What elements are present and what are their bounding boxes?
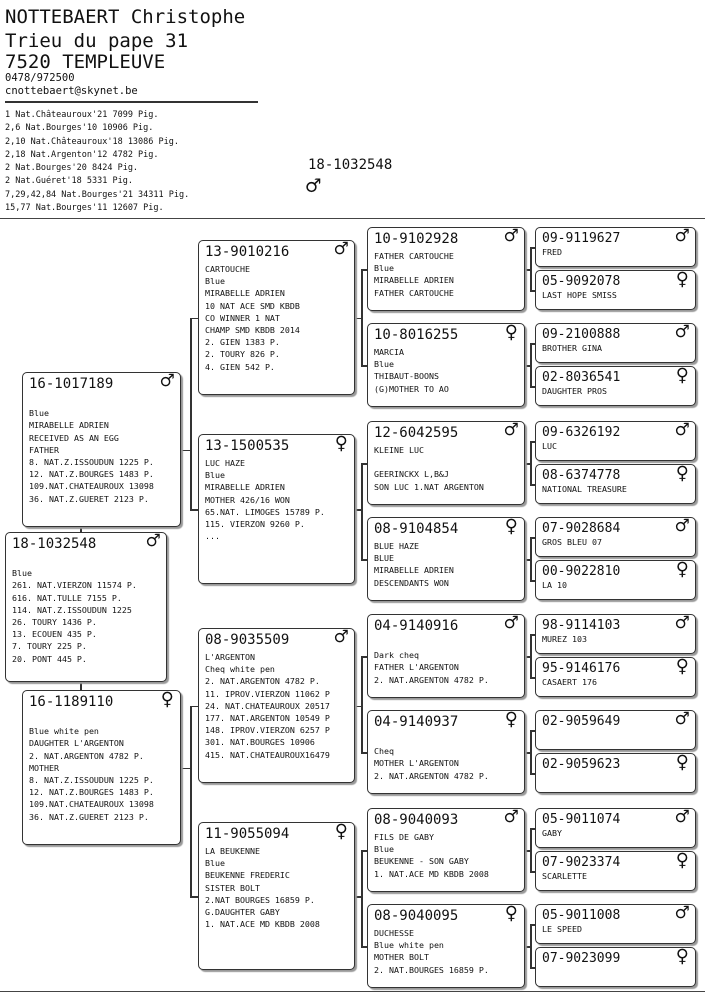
info-line: LUC [542,441,557,451]
pigeon-info [12,555,164,665]
pigeon-info [542,676,693,688]
connector-line [361,850,363,946]
pigeon-card-ssdd [535,366,696,406]
info-line [374,733,522,745]
pigeon-card-dd [198,822,355,970]
pigeon-card-sddd [535,560,696,600]
result-line: 7,29,42,84 Nat.Bourges'21 34311 Pig. [5,189,190,200]
male-icon: ♂ [334,240,348,262]
info-line: MOTHER 426/16 WON [205,494,290,505]
info-line: 1. NAT.ACE MD KBDB 2008 [374,868,489,879]
ring-number: 09-9119627 [542,231,621,246]
info-line: FATHER [29,444,59,455]
male-icon: ♂ [675,517,689,539]
info-line: DESCENDANTS WON [374,577,449,588]
info-line: MIRABELLE ADRIEN [205,482,285,493]
pigeon-card-sdds [535,517,696,557]
info-line: MOTHER BOLT [374,952,429,963]
info-line: 10 NAT ACE SMD KBDB [205,300,300,311]
ring-number: 18-1032548 [12,536,97,552]
ring-number: 05-9011008 [542,908,621,923]
info-line: 4. GIEN 542 P. [205,361,275,372]
info-line: MIRABELLE ADRIEN [374,275,454,286]
ring-number: 09-6326192 [542,425,621,440]
info-line: DUCHESSE [374,928,414,938]
info-line: MOTHER L'ARGENTON [374,758,459,769]
info-line: GEERINCKX L,B&J [374,469,449,480]
info-line: LA 10 [542,580,567,590]
male-icon: ♂ [504,808,518,830]
info-line: BLUE [374,553,394,564]
info-line: Blue [205,858,225,869]
ring-number: 95-9146176 [542,661,621,676]
info-line: BEUKENNE FREDERIC [205,870,290,881]
male-icon: ♂ [675,323,689,345]
pigeon-card-ssds [535,323,696,363]
info-line: 65.NAT. LIMOGES 15789 P. [205,506,325,517]
info-line: MARCIA [374,347,404,357]
ring-number: 08-9035509 [205,632,290,648]
pigeon-info [374,346,522,395]
info-line: 301. NAT.BOURGES 10906 [205,737,315,748]
pigeon-card-ddd [367,904,525,988]
female-icon: ♀ [675,657,689,679]
pigeon-info [542,966,693,978]
result-line: 15,77 Nat.Bourges'11 12607 Pig. [5,203,164,214]
pigeon-info [542,342,693,354]
ring-number: 02-9059623 [542,757,621,772]
info-line: Blue [205,470,225,481]
info-line: MIRABELLE ADRIEN [205,288,285,299]
results-list [5,109,189,215]
male-icon: ♂ [504,421,518,443]
info-line: FILS DE GABY [374,832,434,842]
ring-number: 16-1017189 [29,376,114,392]
ring-number: 10-9102928 [374,231,459,247]
pigeon-info [374,250,522,299]
info-line: 2. NAT.ARGENTON 4782 P. [374,674,489,685]
info-line: G.DAUGHTER GABY [205,907,280,918]
info-line: FATHER L'ARGENTON [374,662,459,673]
pigeon-info [542,870,693,882]
info-line: FATHER CARTOUCHE [374,287,454,298]
connector-line [361,656,363,752]
info-line: SCARLETTE [542,871,587,881]
ring-number: 10-8016255 [374,327,459,343]
info-line: DAUGHTER PROS [542,386,607,396]
connector-line [530,247,532,290]
owner-street: Trieu du pape 31 [5,30,189,52]
info-line: 20. PONT 445 P. [12,653,87,664]
info-line: BEUKENNE - SON GABY [374,856,469,867]
info-line: CASAERT 176 [542,677,597,687]
pigeon-card-ssd [367,323,525,407]
pigeon-card-ssss [535,227,696,267]
female-icon: ♀ [334,434,348,456]
male-icon: ♂ [306,172,321,200]
info-line: THIBAUT-BOONS [374,371,439,382]
ring-number: 08-9040095 [374,908,459,924]
pigeon-info [29,395,178,505]
connector-line [80,682,82,690]
info-line [374,637,522,649]
pigeon-card-dsss [535,614,696,654]
info-line: 177. NAT.ARGENTON 10549 P [205,713,330,724]
ring-number: 13-1500535 [205,438,290,454]
connector-line [530,343,532,386]
info-line: LA BEUKENNE [205,846,260,856]
info-line: Blue white pen [29,726,99,737]
connector-line [181,768,190,770]
ring-number: 09-2100888 [542,327,621,342]
info-line: LAST HOPE SMISS [542,290,617,300]
pigeon-card-ss [198,240,355,395]
connector-line [530,828,532,871]
ring-number: 07-9028684 [542,521,621,536]
pigeon-info [374,637,522,686]
info-line: 26. TOURY 1436 P. [12,617,97,627]
info-line: SON LUC 1.NAT ARGENTON [374,481,484,492]
ring-number: 07-9023374 [542,855,621,870]
info-line: 2. TOURY 826 P. [205,349,280,360]
pigeon-card-sds [367,421,525,505]
pigeon-info [205,845,352,930]
info-line: MOTHER [29,762,59,773]
male-icon: ♂ [675,227,689,249]
info-line: BROTHER GINA [542,343,602,353]
info-line [542,966,693,978]
pigeon-card-sdd [367,517,525,601]
pigeon-info [542,827,693,839]
male-icon: ♂ [504,614,518,636]
info-line: Cheq [374,746,394,757]
pigeon-info [542,536,693,548]
pigeon-card-self [5,532,167,682]
pigeon-info [542,385,693,397]
info-line [29,395,178,407]
connector-line [530,634,532,677]
info-line: 2. GIEN 1383 P. [205,337,280,348]
pigeon-card-dddd [535,947,696,987]
info-line: 8. NAT.Z.ISSOUDUN 1225 P. [29,457,154,467]
info-line: SISTER BOLT [205,882,260,893]
female-icon: ♀ [675,366,689,388]
footer-divider [0,991,705,992]
pigeon-card-ds [198,628,355,783]
pigeon-card-sssd [535,270,696,310]
info-line: 2. NAT.ARGENTON 4782 P. [205,676,320,687]
info-line: 12. NAT.Z.BOURGES 1483 P. [29,787,154,798]
pigeon-info [205,651,352,761]
info-line: Blue [29,408,49,419]
female-icon: ♀ [675,464,689,486]
subject-ring-number: 18-1032548 [308,157,393,173]
ring-number: 07-9023099 [542,951,621,966]
connector-line [530,441,532,484]
pigeon-info [374,444,522,493]
pigeon-info [205,263,352,373]
info-line: Blue [205,276,225,287]
info-line: LUC HAZE [205,458,245,468]
info-line: 2.NAT BOURGES 16859 P. [205,894,315,905]
pigeon-card-dds [367,808,525,892]
pigeon-card-sdss [535,421,696,461]
info-line: 114. NAT.Z.ISSOUDUN 1225 [12,604,132,615]
female-icon: ♀ [504,517,518,539]
result-line: 2,10 Nat.Châteauroux'18 13086 Pig. [5,136,179,147]
owner-phone: 0478/972500 [5,72,75,84]
info-line: 109.NAT.CHATEAUROUX 13098 [29,481,154,492]
info-line: KLEINE LUC [374,445,424,455]
pigeon-info [542,729,693,741]
info-line: CO WINNER 1 NAT [205,312,280,323]
owner-divider [5,101,258,103]
ring-number: 00-9022810 [542,564,621,579]
pigeon-info [542,246,693,258]
connector-line [190,896,198,898]
info-line: MIRABELLE ADRIEN [374,565,454,576]
owner-email: cnottebaert@skynet.be [5,85,138,97]
connector-line [190,509,198,511]
ring-number: 08-6374778 [542,468,621,483]
info-line: 616. NAT.TULLE 7155 P. [12,592,122,603]
info-line: FRED [542,247,562,257]
info-line: 13. ECOUEN 435 P. [12,629,97,640]
connector-line [190,706,192,897]
info-line: CARTOUCHE [205,264,250,274]
pigeon-card-sdsd [535,464,696,504]
male-icon: ♂ [675,614,689,636]
male-icon: ♂ [160,372,174,394]
male-icon: ♂ [675,421,689,443]
result-line: 2,18 Nat.Argenton'12 4782 Pig. [5,149,159,160]
info-line: BLUE HAZE [374,541,419,551]
info-line: 2. NAT.BOURGES 16859 P. [374,964,489,975]
pigeon-card-sd [198,434,355,584]
male-icon: ♂ [146,532,160,554]
result-line: 1 Nat.Châteauroux'21 7099 Pig. [5,110,159,120]
connector-line [361,463,363,559]
connector-line [181,450,190,452]
pigeon-info [542,633,693,645]
info-line: Blue [374,359,394,370]
info-line: L'ARGENTON [205,652,255,662]
ring-number: 04-9140916 [374,618,459,634]
info-line: Blue [374,263,394,274]
pigeon-card-sire [22,372,181,527]
info-line: 415. NAT.CHATEAUROUX16479 [205,749,330,760]
info-line: Cheq white pen [205,664,275,675]
ring-number: 12-6042595 [374,425,459,441]
connector-line [190,706,198,708]
pigeon-card-ddds [535,904,696,944]
male-icon: ♂ [675,904,689,926]
female-icon: ♀ [504,904,518,926]
connector-line [530,730,532,773]
info-line: 11. IPROV.VIERZON 11062 P [205,688,330,699]
female-icon: ♀ [675,270,689,292]
info-line: MIRABELLE ADRIEN [29,420,109,431]
info-line: 115. VIERZON 9260 P. [205,519,305,530]
info-line: 109.NAT.CHATEAUROUX 13098 [29,799,154,810]
pigeon-card-dssd [535,657,696,697]
info-line: RECEIVED AS AN EGG [29,432,119,443]
ring-number: 08-9104854 [374,521,459,537]
pigeon-info [374,733,522,782]
header-divider [0,218,705,219]
info-line: Blue white pen [374,940,444,951]
male-icon: ♂ [334,628,348,650]
ring-number: 02-9059649 [542,714,621,729]
info-line [29,713,178,725]
female-icon: ♀ [504,323,518,345]
info-line: DAUGHTER L'ARGENTON [29,738,124,749]
info-line: GROS BLEU 07 [542,537,602,547]
pigeon-card-sss [367,227,525,311]
info-line: 24. NAT.CHATEAUROUX 20517 [205,700,330,711]
female-icon: ♀ [334,822,348,844]
ring-number: 98-9114103 [542,618,621,633]
info-line: 148. IPROV.VIERZON 6257 P [205,725,330,736]
pigeon-card-dss [367,614,525,698]
owner-name: NOTTEBAERT Christophe [5,6,246,28]
info-line: LE SPEED [542,924,582,934]
info-line: Blue [374,844,394,855]
male-icon: ♂ [675,808,689,830]
pigeon-info [542,579,693,591]
info-line: 2. NAT.ARGENTON 4782 P. [29,750,144,761]
pigeon-card-ddss [535,808,696,848]
pigeon-info [542,772,693,784]
info-line: 36. NAT.Z.GUERET 2123 P. [29,493,149,504]
info-line [542,772,693,784]
info-line: Blue [12,568,32,579]
pigeon-info [374,927,522,976]
ring-number: 04-9140937 [374,714,459,730]
pigeon-info [542,289,693,301]
info-line: FATHER CARTOUCHE [374,251,454,261]
pigeon-info [374,540,522,589]
info-line [374,456,522,468]
pigeon-info [542,923,693,935]
info-line: Dark cheq [374,650,419,661]
female-icon: ♀ [675,851,689,873]
male-icon: ♂ [504,227,518,249]
pigeon-card-ddsd [535,851,696,891]
info-line: 36. NAT.Z.GUERET 2123 P. [29,811,149,822]
info-line [542,729,693,741]
info-line: 261. NAT.VIERZON 11574 P. [12,580,137,591]
connector-line [190,318,198,320]
connector-line [530,924,532,967]
info-line: MUREZ 103 [542,634,587,644]
female-icon: ♀ [160,690,174,712]
pigeon-card-dsds [535,710,696,750]
info-line: 8. NAT.Z.ISSOUDUN 1225 P. [29,775,154,785]
result-line: 2 Nat.Guéret'18 5331 Pig. [5,176,133,187]
pigeon-info [542,483,693,495]
owner-city: 7520 TEMPLEUVE [5,51,166,73]
female-icon: ♀ [675,753,689,775]
pigeon-card-dam [22,690,181,845]
ring-number: 13-9010216 [205,244,290,260]
info-line: NATIONAL TREASURE [542,484,627,494]
pigeon-info [374,831,522,880]
male-icon: ♂ [675,710,689,732]
info-line [12,555,164,567]
ring-number: 16-1189110 [29,694,114,710]
ring-number: 02-8036541 [542,370,621,385]
connector-line [190,318,192,510]
result-line: 2 Nat.Bourges'20 8424 Pig. [5,163,139,174]
info-line: CHAMP SMD KBDB 2014 [205,325,300,336]
info-line: 1. NAT.ACE MD KBDB 2008 [205,919,320,930]
info-line: 7. TOURY 225 P. [12,641,87,652]
result-line: 2,6 Nat.Bourges'10 10906 Pig. [5,123,154,134]
info-line: GABY [542,828,562,838]
pigeon-card-dsd [367,710,525,794]
ring-number: 11-9055094 [205,826,290,842]
info-line: ... [205,531,220,542]
connector-line [361,269,363,365]
info-line: 2. NAT.ARGENTON 4782 P. [374,770,489,781]
ring-number: 05-9011074 [542,812,621,827]
ring-number: 08-9040093 [374,812,459,828]
info-line: (G)MOTHER TO AO [374,383,449,394]
connector-line [530,537,532,580]
female-icon: ♀ [675,560,689,582]
pigeon-info [205,457,352,542]
ring-number: 05-9092078 [542,274,621,289]
pigeon-info [29,713,178,823]
female-icon: ♀ [504,710,518,732]
female-icon: ♀ [675,947,689,969]
info-line: 12. NAT.Z.BOURGES 1483 P. [29,469,154,480]
pigeon-info [542,440,693,452]
pigeon-card-dsdd [535,753,696,793]
